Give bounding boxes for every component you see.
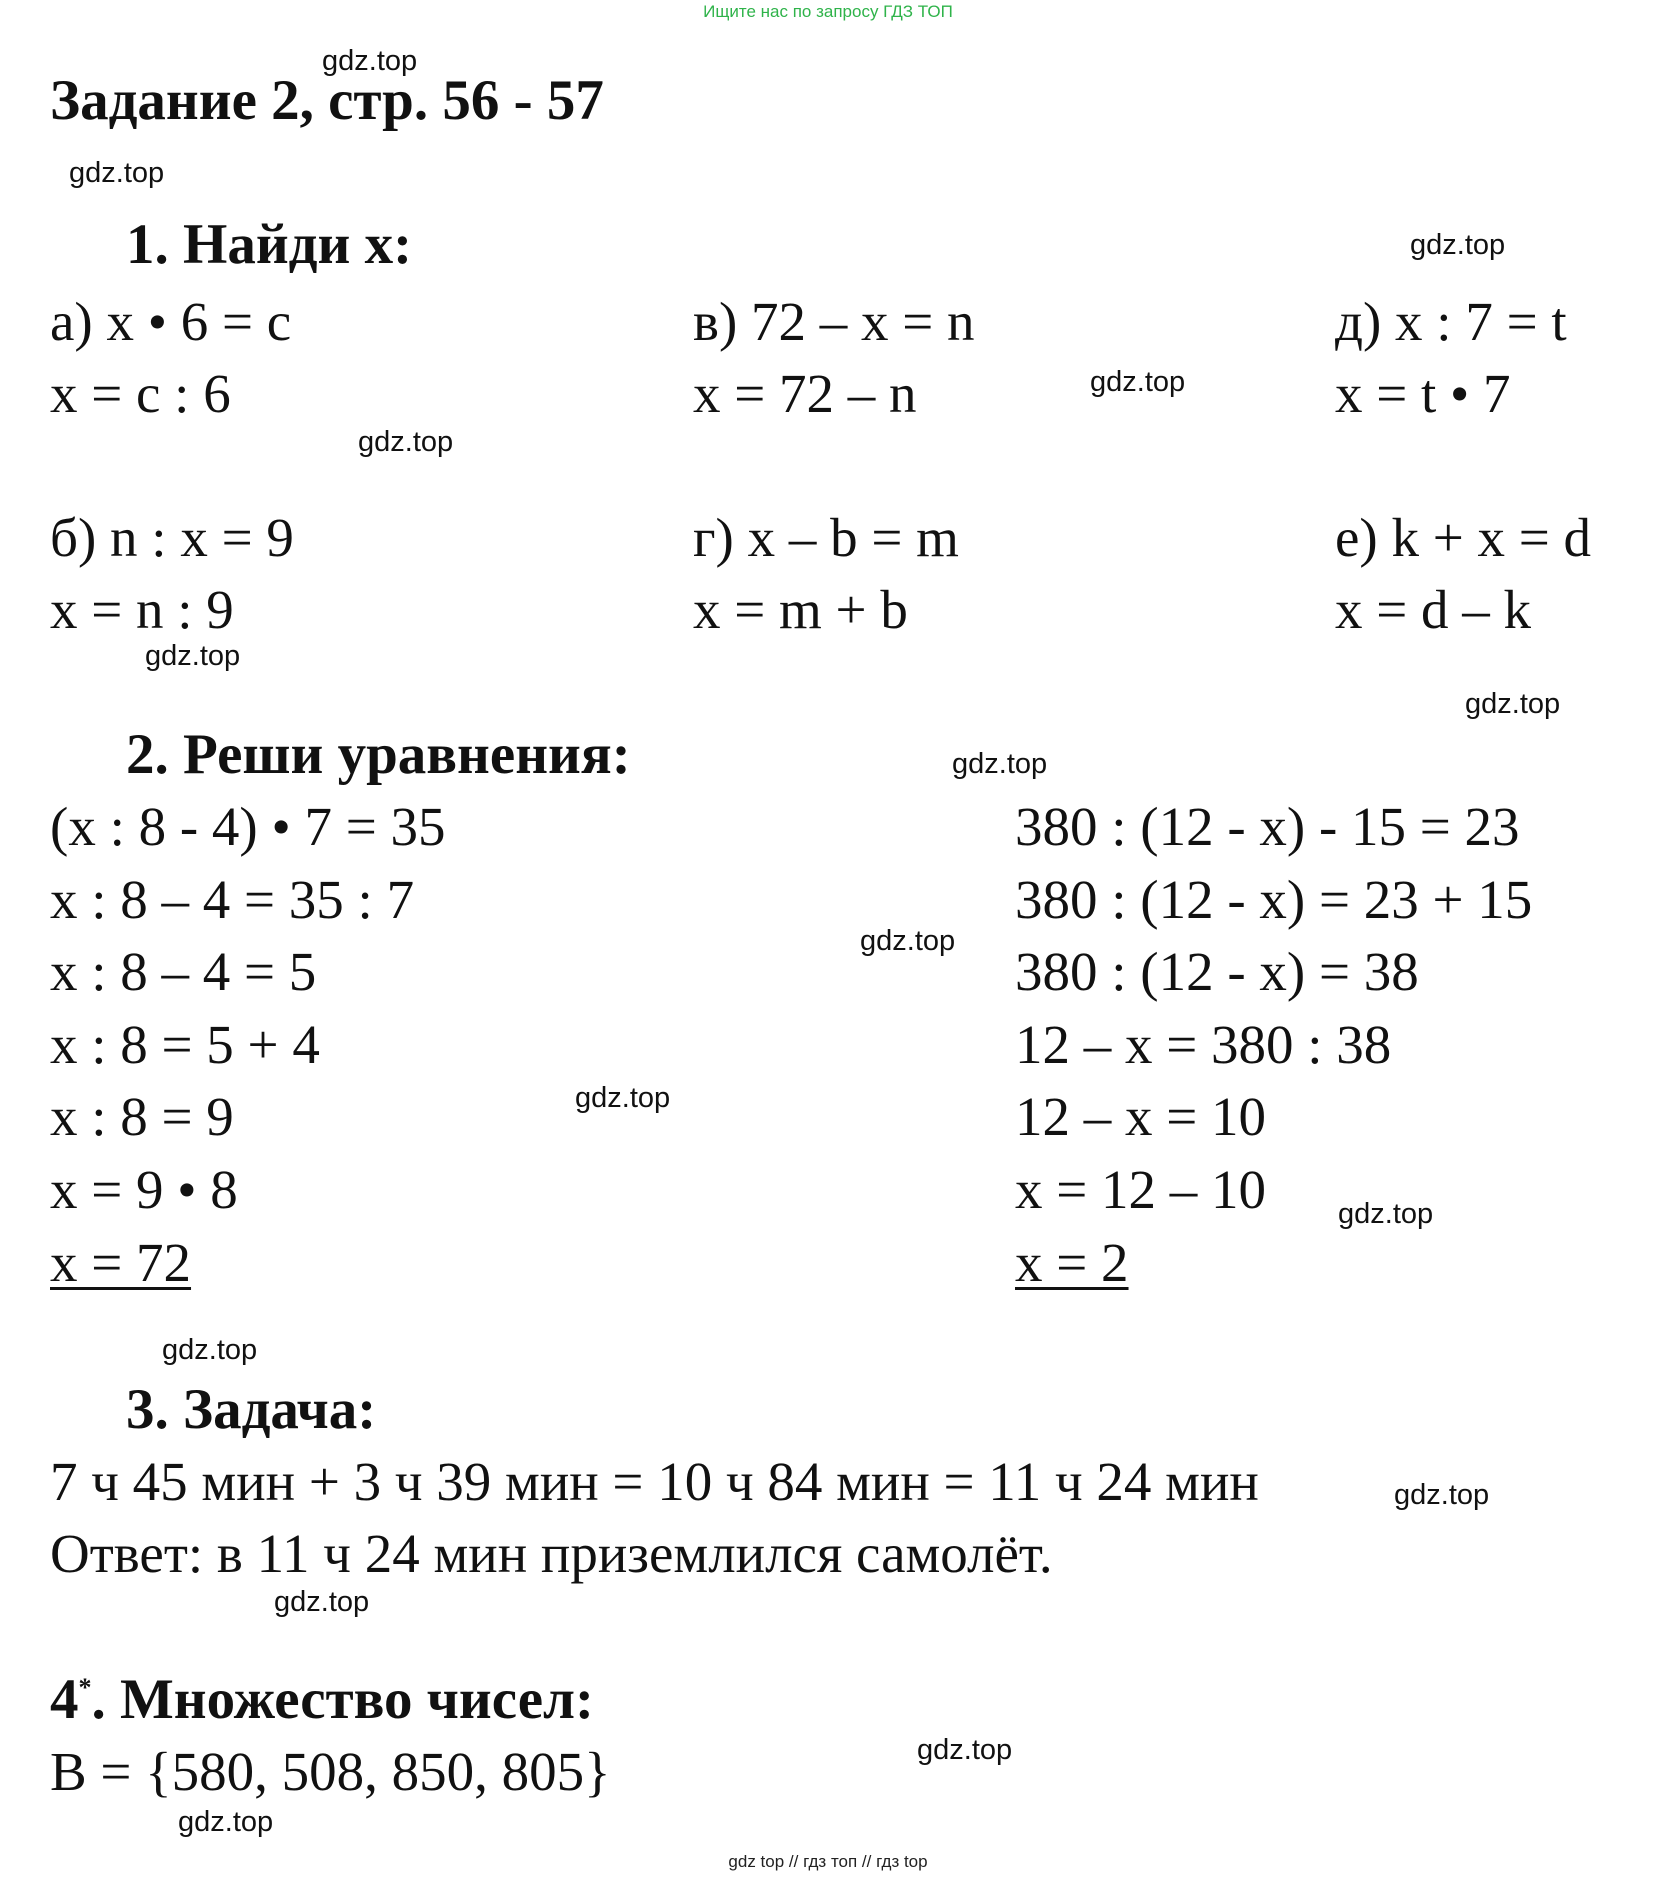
section1-heading: 1. Найди х:	[126, 213, 413, 276]
right-answer: х = 2	[1015, 1232, 1129, 1293]
right-step-4: 12 – х = 380 : 38	[1015, 1014, 1392, 1075]
left-answer: х = 72	[50, 1232, 192, 1293]
watermark: gdz.top	[1338, 1198, 1434, 1230]
watermark: gdz.top	[274, 1586, 370, 1618]
watermark: gdz.top	[358, 426, 454, 458]
section2-heading: 2. Реши уравнения:	[126, 723, 631, 786]
right-step-1: 380 : (12 - х) - 15 = 23	[1015, 796, 1520, 857]
watermark: gdz.top	[575, 1082, 671, 1114]
watermark: gdz.top	[69, 157, 165, 189]
equation-a: а) х • 6 = с	[50, 291, 292, 352]
watermark: gdz.top	[860, 925, 956, 957]
right-step-3: 380 : (12 - х) = 38	[1015, 941, 1419, 1002]
watermark: gdz.top	[1090, 366, 1186, 398]
solution-b: х = n : 9	[50, 579, 234, 640]
equation-b: б) n : х = 9	[50, 507, 294, 568]
watermark: gdz.top	[917, 1734, 1013, 1766]
left-step-5: х : 8 = 9	[50, 1086, 234, 1147]
right-step-5: 12 – х = 10	[1015, 1086, 1267, 1147]
solution-d: х = t • 7	[1335, 363, 1511, 424]
footer-note: gdz top // гдз топ // гдз top	[728, 1852, 928, 1871]
equation-e: е) k + х = d	[1335, 507, 1592, 568]
solution-v: х = 72 – n	[693, 363, 917, 424]
page-title: Задание 2, стр. 56 - 57	[50, 69, 604, 132]
watermark: gdz.top	[178, 1806, 274, 1838]
watermark: gdz.top	[1394, 1479, 1490, 1511]
right-step-6: х = 12 – 10	[1015, 1159, 1267, 1220]
watermark: gdz.top	[1410, 229, 1506, 261]
section4-heading	[50, 1667, 594, 1732]
section3-heading: 3. Задача:	[126, 1378, 377, 1441]
section4-asterisk: *	[78, 1673, 92, 1702]
section4-title: . Множество чисел:	[91, 1668, 594, 1731]
left-step-3: х : 8 – 4 = 5	[50, 941, 317, 1002]
left-step-6: х = 9 • 8	[50, 1159, 238, 1220]
task-answer: Ответ: в 11 ч 24 мин приземлился самолёт.	[50, 1523, 1053, 1584]
solution-a: х = с : 6	[50, 363, 231, 424]
watermark: gdz.top	[1465, 688, 1561, 720]
task-calculation: 7 ч 45 мин + 3 ч 39 мин = 10 ч 84 мин = 11 ч 24 мин	[50, 1451, 1259, 1512]
watermark: gdz.top	[952, 748, 1048, 780]
watermark: gdz.top	[322, 45, 418, 77]
equation-g: г) х – b = m	[693, 507, 959, 568]
section4-number: 4	[50, 1668, 79, 1731]
left-step-1: (х : 8 - 4) • 7 = 35	[50, 796, 446, 857]
equation-d: д) х : 7 = t	[1335, 291, 1567, 352]
search-hint: Ищите нас по запросу ГДЗ ТОП	[703, 2, 953, 21]
solution-e: х = d – k	[1335, 579, 1532, 640]
watermark: gdz.top	[145, 640, 241, 672]
watermark: gdz.top	[162, 1334, 258, 1366]
equation-v: в) 72 – х = n	[693, 291, 975, 352]
number-set: В = {580, 508, 850, 805}	[50, 1741, 611, 1802]
left-step-4: х : 8 = 5 + 4	[50, 1014, 320, 1075]
left-step-2: х : 8 – 4 = 35 : 7	[50, 869, 415, 930]
solution-g: х = m + b	[693, 579, 908, 640]
right-step-2: 380 : (12 - х) = 23 + 15	[1015, 869, 1533, 930]
